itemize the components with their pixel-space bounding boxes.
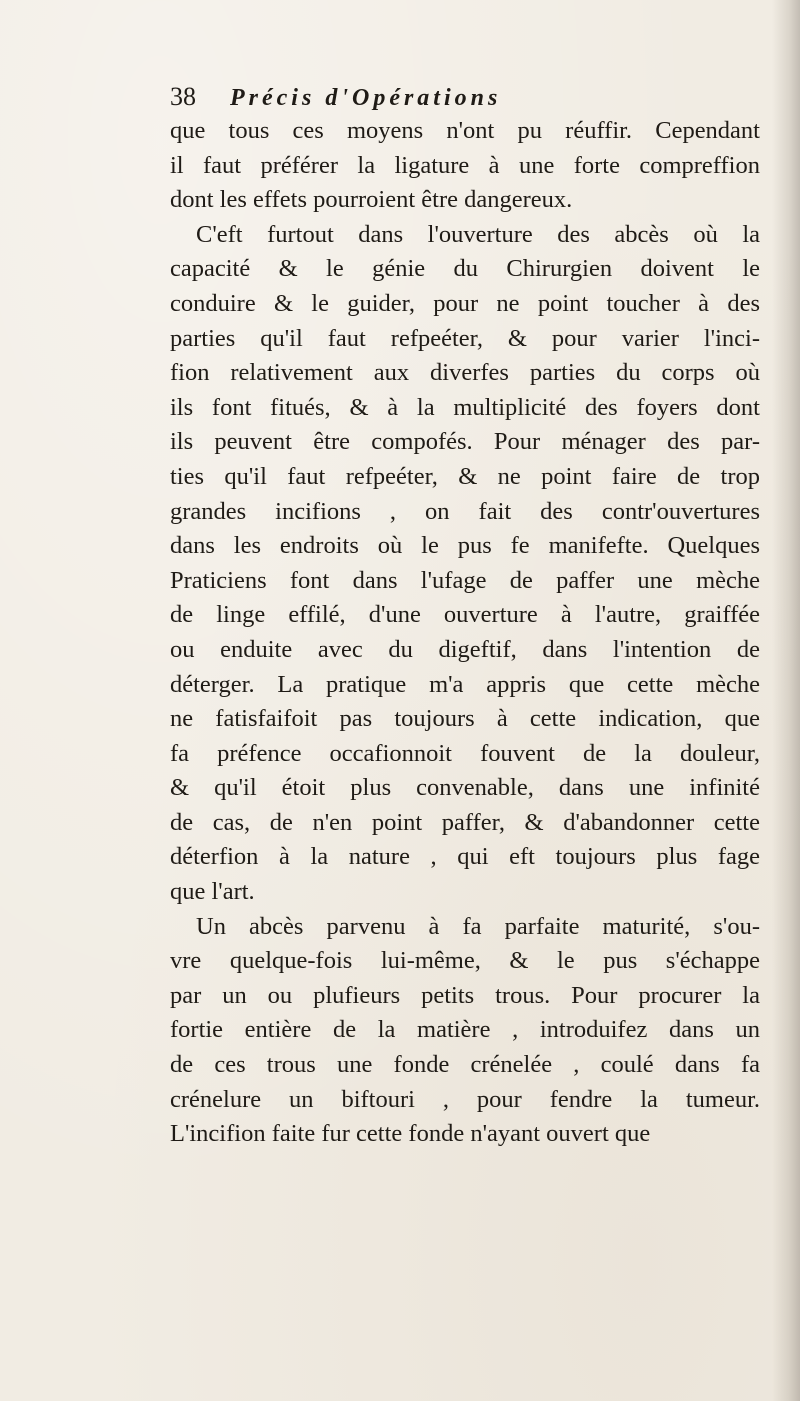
text-line: fion relativement aux diverfes parties du corps où — [170, 359, 760, 387]
running-head: Précis d'Opérations — [230, 85, 502, 111]
text-line: de linge effilé, d'une ouverture à l'autre, graiffée — [170, 601, 760, 629]
text-line: par un ou plufieurs petits trous. Pour procurer la — [170, 981, 760, 1009]
text-line: ou enduite avec du digeftif, dans l'intention de — [170, 635, 760, 663]
text-line: ils font fitués, & à la multiplicité des foyers dont — [170, 393, 760, 421]
paragraph — [170, 910, 760, 1152]
paragraph — [170, 218, 760, 910]
text-line: ties qu'il faut refpeéter, & ne point faire de trop — [170, 462, 760, 490]
text-line: capacité & le génie du Chirurgien doivent le — [170, 255, 760, 283]
text-line: ils peuvent être compofés. Pour ménager des par- — [170, 428, 760, 456]
page-number: 38 — [170, 82, 196, 111]
body-text — [170, 114, 760, 1152]
text-line: de ces trous une fonde crénelée , coulé dans fa — [170, 1051, 760, 1079]
text-line: & qu'il étoit plus convenable, dans une infinité — [170, 774, 760, 802]
text-line: C'eft furtout dans l'ouverture des abcès où la — [196, 220, 760, 248]
text-line: déterger. La pratique m'a appris que cette mèche — [170, 670, 760, 698]
page-header — [170, 82, 730, 118]
text-line: crénelure un biftouri , pour fendre la tumeur. — [170, 1085, 760, 1113]
text-line: que tous ces moyens n'ont pu réuffir. Cependant — [170, 117, 760, 144]
text-line: Praticiens font dans l'ufage de paffer une mèche — [170, 566, 760, 594]
text-line: Un abcès parvenu à fa parfaite maturité, s'ou- — [196, 912, 760, 940]
paragraph — [170, 114, 760, 218]
text-line: dans les endroits où le pus fe manifefte. Quelques — [170, 532, 760, 560]
text-line: fa préfence occafionnoit fouvent de la douleur, — [170, 739, 760, 767]
text-line: dont les effets pourroient être dangereux. — [170, 186, 573, 214]
page-edge-shadow — [772, 0, 800, 1401]
text-line: conduire & le guider, pour ne point toucher à des — [170, 289, 760, 317]
text-line: parties qu'il faut refpeéter, & pour varier l'inci- — [170, 324, 760, 352]
text-line: ne fatisfaifoit pas toujours à cette indication, que — [170, 705, 760, 733]
text-line: que l'art. — [170, 878, 255, 906]
text-line: fortie entière de la matière , introduifez dans un — [170, 1016, 760, 1044]
text-line: vre quelque-fois lui-même, & le pus s'échappe — [170, 947, 760, 975]
text-line: déterfion à la nature , qui eft toujours plus fage — [170, 843, 760, 871]
text-line: grandes incifions , on fait des contr'ouvertures — [170, 497, 760, 525]
text-line: de cas, de n'en point paffer, & d'abandonner cette — [170, 808, 760, 836]
text-line: il faut préférer la ligature à une forte compreffion — [170, 151, 760, 179]
text-line: L'incifion faite fur cette fonde n'ayant ouvert que — [170, 1120, 651, 1148]
